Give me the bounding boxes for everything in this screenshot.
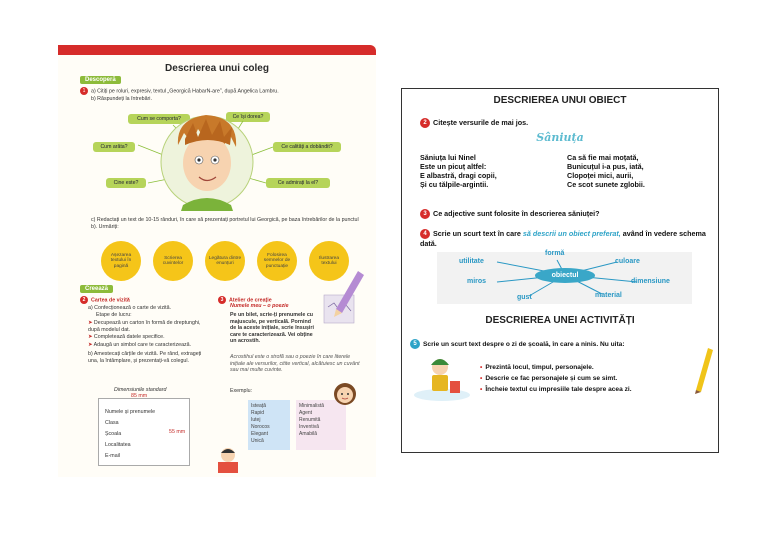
question-bubble: Ce își dorea? xyxy=(226,112,270,122)
task3-subtitle: Numele meu – o poezie xyxy=(230,303,289,309)
acrostic-note-1: Isteață Rapid Iutej Norocos Elegant Unică xyxy=(248,400,290,450)
card-height-label: 55 mm xyxy=(169,429,186,435)
card-field: Clasa xyxy=(105,420,119,426)
reminder-list xyxy=(480,362,632,395)
description-schema xyxy=(437,252,692,304)
question-bubble: Cum se comporta? xyxy=(128,114,190,124)
poem-right-stanza: Ca să fie mai moțată, Bunicuțul i-a pus, iată, Clopoței mici, aurii, Ce scot sunete zglobii. xyxy=(567,153,645,189)
card-field: E-mail xyxy=(105,453,121,459)
schema-item: formă xyxy=(545,250,565,257)
question-bubble: Cum arăta? xyxy=(93,142,135,152)
card-field: Numele și prenumele xyxy=(105,409,156,415)
question-2: 2 Citește versurile de mai jos. xyxy=(420,118,528,128)
pencil-icon xyxy=(692,344,714,394)
kid-in-snow-illustration xyxy=(412,351,472,401)
example-label: Exemplu: xyxy=(230,388,253,394)
textbook-page xyxy=(58,45,376,477)
task2-step: ➤ Decupează un carton în formă de dreptunghi, după modelul dat. xyxy=(88,320,201,333)
task2-step: ➤ Adaugă un simbol care te caracterizează. xyxy=(88,342,192,348)
step-circle: Ilustrarea textului xyxy=(309,241,349,281)
page-title: Descrierea unui coleg xyxy=(165,63,269,74)
question-3: 3 Ce adjective sunt folosite în descrierea săniuței? xyxy=(420,209,705,219)
task1-b: b) Răspundeți la întrebări. xyxy=(91,96,152,102)
boy-portrait-illustration xyxy=(58,105,376,215)
boy-writing-illustration xyxy=(208,445,258,473)
question-bubble: Cine este? xyxy=(106,178,146,188)
card-field: Școala xyxy=(105,431,122,437)
task2-title: 2 Cartea de vizită xyxy=(80,296,130,304)
task3-text: Pe un bilet, scrie-ți prenumele cu majuscule, pe verticală. Pornind de la aceste inițiale, scrie însușiri care te caracterizează. Vei obține un acrostih. xyxy=(230,312,314,344)
heading-activity-description: DESCRIEREA UNEI ACTIVITĂȚI xyxy=(485,315,635,326)
reminder-item: • Încheie textul cu impresiile tale despre acea zi. xyxy=(480,386,632,393)
business-card-template xyxy=(98,393,190,466)
section-create-label: Creează xyxy=(80,285,113,293)
task1-a: 1 a) Citiți pe roluri, expresiv, textul „Georgică HabarN-are”, după Angelica Lambru. xyxy=(80,87,370,95)
task2-steps-label: Etape de lucru: xyxy=(96,312,132,318)
poem-left-stanza: Săniuța lui Ninel Este un picuț altfel: E albastră, dragi copii, Și cu tălpile-argintii. xyxy=(420,153,497,189)
task3-title: 3 Atelier de creație xyxy=(218,296,272,304)
question-bubble: Ce calități a dobândit? xyxy=(273,142,341,152)
question-bubble: Ce admirați la el? xyxy=(266,178,330,188)
schema-center: obiectul xyxy=(535,268,595,283)
schema-item: miros xyxy=(467,278,487,285)
task2-a: a) Confecționează o carte de vizită. xyxy=(88,305,172,311)
schema-item: dimensiune xyxy=(631,278,670,285)
step-circle: Așezarea textului în pagină xyxy=(101,241,141,281)
step-circle: Scrierea cuvintelor xyxy=(153,241,193,281)
step-circle: Folosirea semnelor de punctuație xyxy=(257,241,297,281)
question-4: 4 Scrie un scurt text în care să descrii un obiect preferat, având în vedere schema dată. xyxy=(420,229,706,249)
schema-item: culoare xyxy=(615,258,640,265)
schema-item: utilitate xyxy=(459,258,484,265)
acrostic-note-2: Minimalistă Agent Renumită Inventivă Amabilă xyxy=(296,400,346,450)
card-width-label: 85 mm xyxy=(131,393,148,399)
worksheet-frame xyxy=(401,88,719,453)
step-circle: Legătura dintre enunțuri xyxy=(205,241,245,281)
task3-note: Acrostihul este o strofă sau o poezie în care literele inițiale ale versurilor, citite vertical, alcătuiesc un cuvânt sau mai multe cuvinte. xyxy=(230,354,360,373)
task2-b: b) Amestecați cărțile de vizită. Pe rând, extrageți una, la întâmplare, și prezentați-vă colegul. xyxy=(88,351,202,364)
section-discover-label: Descoperă xyxy=(80,76,121,84)
reminder-item: • Descrie ce fac personajele și cum se simt. xyxy=(480,375,618,382)
card-field: Localitatea xyxy=(105,442,131,448)
heading-object-description: DESCRIEREA UNUI OBIECT xyxy=(493,95,627,106)
pencil-illustration xyxy=(316,267,366,337)
task1-c: c) Redactați un text de 10-15 rânduri, în care să prezentați portretul lui Georgică, pe baza întrebărilor de la punctul b). Urmăriți: xyxy=(91,217,359,230)
task-number-1: 1 xyxy=(80,87,88,95)
page-header-bar xyxy=(58,45,376,55)
schema-item: material xyxy=(595,292,622,299)
poem-title: Sâniuța xyxy=(536,131,584,144)
task2-step: ➤ Completează datele specifice. xyxy=(88,334,165,340)
reminder-item: • Prezintă locul, timpul, personajele. xyxy=(480,364,594,371)
question-5: 5 Scrie un scurt text despre o zi de școală, în care a ninis. Nu uita: xyxy=(410,339,625,349)
schema-item: gust xyxy=(517,294,532,301)
card-caption: Dimensiunile standard xyxy=(114,387,167,393)
girl-illustration xyxy=(330,380,360,408)
